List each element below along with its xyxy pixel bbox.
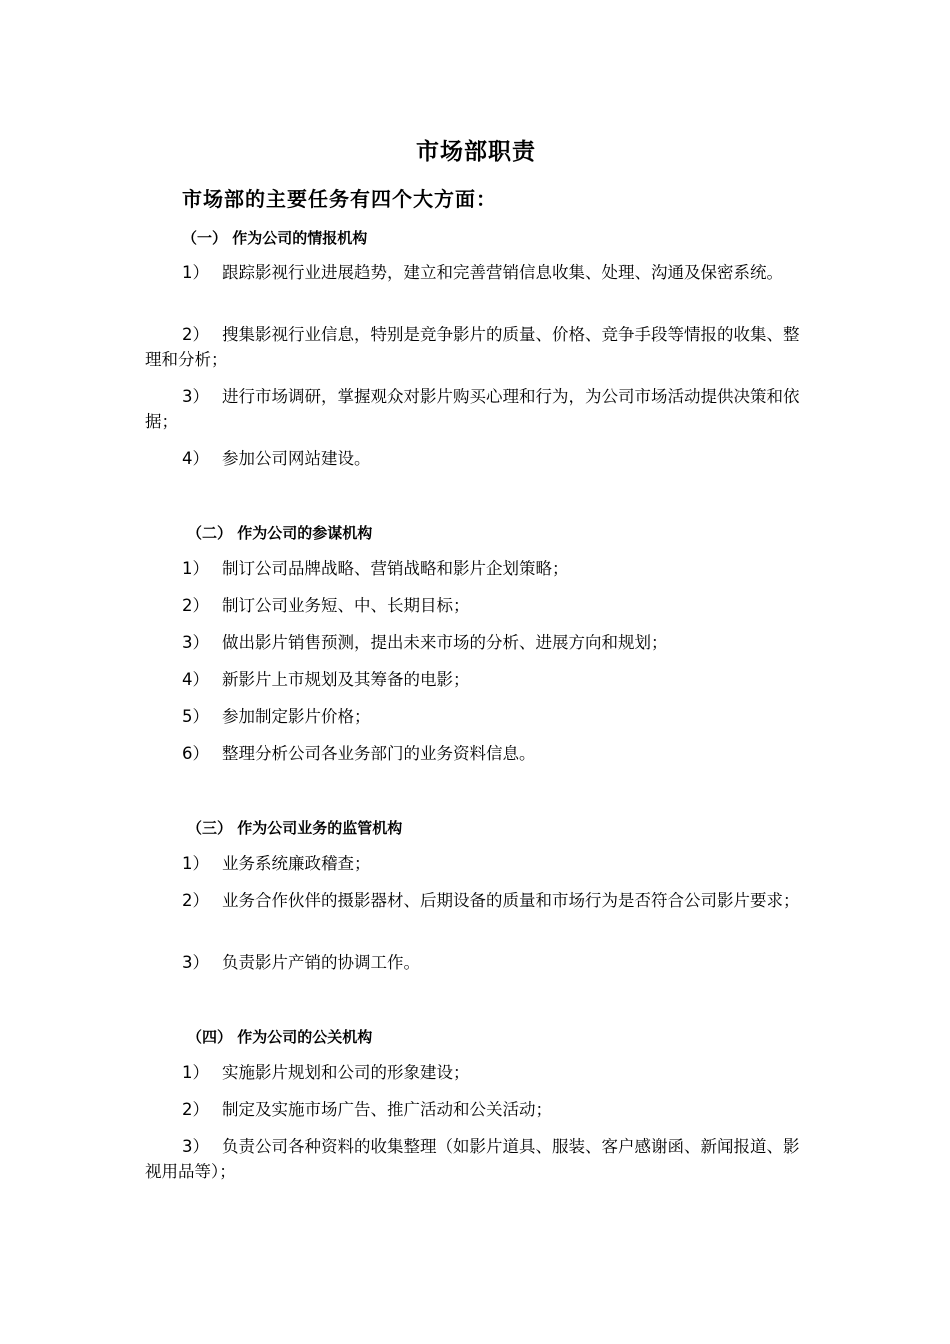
section-heading-1: （一） 作为公司的情报机构 xyxy=(182,229,368,247)
item-number: 3） xyxy=(182,1137,209,1156)
list-item xyxy=(145,1097,807,1122)
page-subtitle: 市场部的主要任务有四个大方面： xyxy=(182,187,497,211)
item-number: 3） xyxy=(182,953,209,972)
list-item xyxy=(145,704,807,729)
item-text: 业务系统廉政稽查； xyxy=(222,854,371,873)
item-text: 制定及实施市场广告、推广活动和公关活动； xyxy=(222,1100,552,1119)
item-number: 1） xyxy=(182,854,209,873)
item-number: 4） xyxy=(182,670,209,689)
item-text: 参加公司网站建设。 xyxy=(222,449,371,468)
page-title: 市场部职责 xyxy=(416,139,536,165)
item-number: 1） xyxy=(182,263,209,282)
item-text: 负责公司各种资料的收集整理（如影片道具、服装、客户感谢函、新闻报道、影视用品等）； xyxy=(145,1137,800,1181)
section-heading-2: （二） 作为公司的参谋机构 xyxy=(187,524,373,542)
section-heading-4: （四） 作为公司的公关机构 xyxy=(187,1028,373,1046)
item-number: 1） xyxy=(182,1063,209,1082)
item-number: 6） xyxy=(182,744,209,763)
list-item xyxy=(145,384,807,434)
item-text: 新影片上市规划及其筹备的电影； xyxy=(222,670,470,689)
item-text: 制订公司业务短、中、长期目标； xyxy=(222,596,470,615)
item-text: 搜集影视行业信息，特别是竞争影片的质量、价格、竞争手段等情报的收集、整理和分析； xyxy=(145,325,800,369)
item-number: 3） xyxy=(182,633,209,652)
list-item xyxy=(145,950,807,975)
list-item xyxy=(145,630,807,655)
item-number: 2） xyxy=(182,1100,209,1119)
item-text: 负责影片产销的协调工作。 xyxy=(222,953,420,972)
section-heading-3: （三） 作为公司业务的监管机构 xyxy=(187,819,403,837)
list-item xyxy=(145,851,807,876)
item-number: 2） xyxy=(182,596,209,615)
item-text: 做出影片销售预测，提出未来市场的分析、进展方向和规划； xyxy=(222,633,668,652)
list-item xyxy=(145,322,807,372)
item-number: 2） xyxy=(182,891,209,910)
list-item xyxy=(145,446,807,471)
item-text: 业务合作伙伴的摄影器材、后期设备的质量和市场行为是否符合公司影片要求； xyxy=(222,891,800,910)
item-text: 进行市场调研，掌握观众对影片购买心理和行为，为公司市场活动提供决策和依据； xyxy=(145,387,800,431)
list-item xyxy=(145,593,807,618)
list-item xyxy=(145,1060,807,1085)
item-number: 4） xyxy=(182,449,209,468)
list-item xyxy=(145,888,807,913)
item-text: 制订公司品牌战略、营销战略和影片企划策略； xyxy=(222,559,569,578)
item-number: 5） xyxy=(182,707,209,726)
item-number: 2） xyxy=(182,325,209,344)
list-item xyxy=(145,667,807,692)
item-number: 3） xyxy=(182,387,209,406)
item-text: 实施影片规划和公司的形象建设； xyxy=(222,1063,470,1082)
list-item xyxy=(145,741,807,766)
item-number: 1） xyxy=(182,559,209,578)
item-text: 跟踪影视行业进展趋势，建立和完善营销信息收集、处理、沟通及保密系统。 xyxy=(222,263,783,282)
item-text: 参加制定影片价格； xyxy=(222,707,371,726)
list-item xyxy=(145,1134,807,1184)
item-text: 整理分析公司各业务部门的业务资料信息。 xyxy=(222,744,536,763)
list-item xyxy=(145,556,807,581)
list-item xyxy=(145,260,807,285)
